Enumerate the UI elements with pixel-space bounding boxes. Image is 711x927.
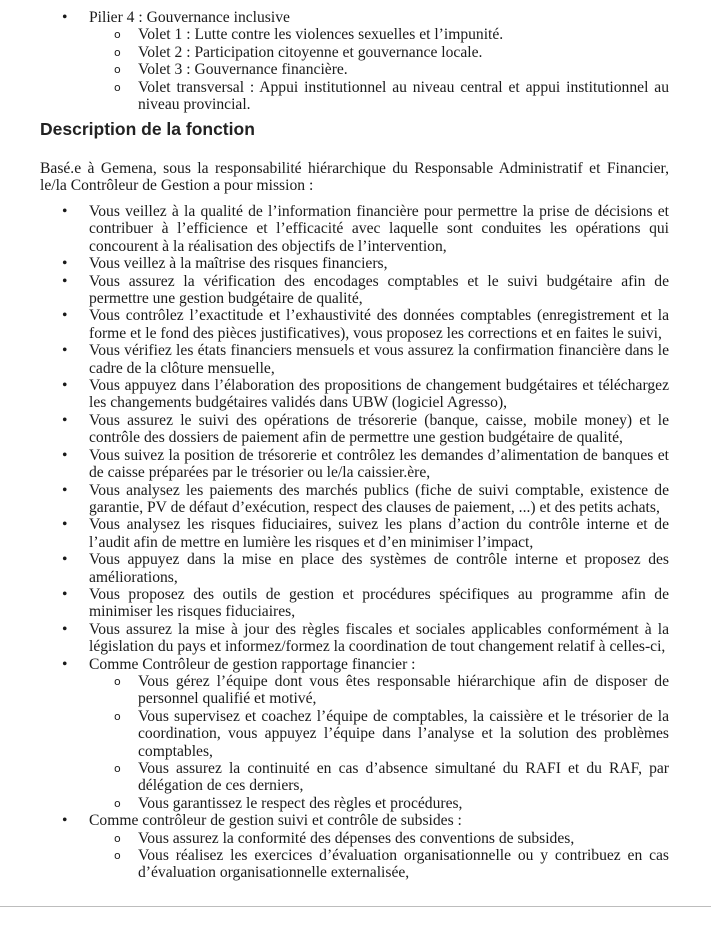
bullet-icon: •	[62, 446, 68, 464]
sub-list-item	[0, 760, 711, 795]
circle-bullet-icon: o	[114, 831, 121, 845]
volet-text: Volet 1 : Lutte contre les violences sexuelles et l’impunité.	[138, 26, 504, 44]
duty-text: Vous appuyez dans la mise en place des systèmes de contrôle interne et proposez des améliorations,	[89, 551, 669, 586]
sub-list-item	[0, 830, 711, 847]
sub-list-item	[0, 795, 711, 812]
subsidies-text: Vous assurez la conformité des dépenses des conventions de subsides,	[138, 829, 575, 847]
list-item-subsidies	[0, 812, 711, 829]
duty-text: Vous vérifiez les états financiers mensuels et vous assurez la confirmation financière dans le cadre de la clôture mensuelle,	[89, 342, 669, 377]
list-item	[0, 621, 711, 656]
list-item	[0, 516, 711, 551]
duty-text: Vous veillez à la qualité de l’information financière pour permettre la prise de décisions et contribuer à l’efficience et l’efficacité avec laquelle sont conduites les opérations qui concourent à la réalisation des objectifs de l’intervention,	[89, 203, 669, 255]
list-item	[0, 342, 711, 377]
bullet-icon: •	[62, 620, 68, 638]
list-item	[0, 586, 711, 621]
circle-bullet-icon: o	[114, 80, 121, 94]
sub-list-item	[0, 61, 711, 78]
intro-paragraph: Basé.e à Gemena, sous la responsabilité hiérarchique du Responsable Administratif et Financier, le/la Contrôleur de Gestion a pour mission :	[40, 160, 669, 195]
circle-bullet-icon: o	[114, 674, 121, 688]
duty-text: Vous suivez la position de trésorerie et contrôlez les demandes d’alimentation de banques et de caisse préparées par le trésorier ou le/la caissier.ère,	[89, 446, 669, 482]
pillar-title: Pilier 4 : Gouvernance inclusive	[89, 9, 290, 26]
circle-bullet-icon: o	[114, 796, 121, 810]
duty-text: Vous appuyez dans l’élaboration des propositions de changement budgétaires et téléchargez les changements budgétaires validés dans UBW (logiciel Agresso),	[89, 377, 669, 412]
reporting-text: Vous supervisez et coachez l’équipe de comptables, la caissière et le trésorier de la coordination, vous appuyez l’équipe dans l’analyse et la solution des problèmes comptables,	[138, 707, 669, 760]
duty-text: Vous analysez les risques fiduciaires, suivez les plans d’action du contrôle interne et de l’audit afin de mettre en lumière les risques et d’en minimiser l’impact,	[89, 516, 669, 551]
reporting-text: Vous gérez l’équipe dont vous êtes responsable hiérarchique afin de disposer de personnel qualifié et motivé,	[138, 672, 669, 708]
sub-list-item	[0, 847, 711, 882]
reporting-label: Comme Contrôleur de gestion rapportage financier :	[89, 655, 416, 673]
bullet-icon: •	[62, 272, 68, 290]
duty-text: Vous assurez la vérification des encodages comptables et le suivi budgétaire afin de permettre une gestion budgétaire de qualité,	[89, 272, 669, 308]
reporting-text: Vous garantissez le respect des règles et procédures,	[138, 794, 463, 812]
duty-text: Vous proposez des outils de gestion et procédures spécifiques au programme afin de minimiser les risques fiduciaires,	[89, 585, 669, 621]
bullet-icon: •	[62, 411, 68, 429]
duty-text: Vous assurez la mise à jour des règles fiscales et sociales applicables conformément à la législation du pays et informez/formez la coordination de tout changement relatif à celles-ci,	[89, 620, 669, 656]
circle-bullet-icon: o	[114, 63, 121, 77]
list-item	[0, 273, 711, 308]
page-bottom-divider	[0, 906, 711, 907]
bullet-icon: •	[62, 342, 68, 360]
list-item	[0, 203, 711, 255]
list-item	[0, 307, 711, 342]
list-item	[0, 255, 711, 272]
duty-text: Vous analysez les paiements des marchés publics (fiche de suivi comptable, existence de garantie, PV de défaut d’exécution, respect des clauses de paiement, ...) et des petits achats,	[89, 481, 669, 516]
section-heading: Description de la fonction	[40, 119, 255, 139]
duty-text: Vous contrôlez l’exactitude et l’exhaustivité des données comptables (enregistrement et la forme et le fond des pièces justificatives), vous proposez les corrections et en faites le suivi,	[89, 307, 669, 342]
bullet-icon: •	[62, 255, 68, 273]
duties-list	[0, 203, 711, 882]
list-item	[0, 482, 711, 517]
bullet-icon: •	[62, 551, 68, 569]
bullet-icon: •	[62, 9, 68, 26]
sub-list-item	[0, 79, 711, 114]
circle-bullet-icon: o	[114, 762, 121, 775]
sub-list-item	[0, 44, 711, 61]
circle-bullet-icon: o	[114, 45, 121, 59]
bullet-icon: •	[62, 585, 68, 603]
volet-text: Volet 2 : Participation citoyenne et gouvernance locale.	[138, 43, 483, 61]
circle-bullet-icon: o	[114, 28, 121, 42]
sub-list-item	[0, 26, 711, 43]
volet-text: Volet 3 : Gouvernance financière.	[138, 61, 348, 79]
bullet-icon: •	[62, 516, 68, 534]
list-item-reporting	[0, 656, 711, 673]
list-item	[0, 9, 711, 26]
sub-list-item	[0, 673, 711, 708]
pillar-list	[0, 9, 711, 113]
list-item	[0, 447, 711, 482]
circle-bullet-icon: o	[114, 709, 121, 723]
circle-bullet-icon: o	[114, 849, 121, 863]
bullet-icon: •	[62, 481, 68, 499]
bullet-icon: •	[62, 307, 68, 325]
duty-text: Vous veillez à la maîtrise des risques financiers,	[89, 255, 388, 273]
list-item	[0, 412, 711, 447]
bullet-icon: •	[62, 655, 68, 673]
reporting-text: Vous assurez la continuité en cas d’absence simultané du RAFI et du RAF, par délégation de ces derniers,	[138, 760, 669, 795]
subsidies-text: Vous réalisez les exercices d’évaluation organisationnelle ou y contribuez en cas d’évaluation organisationnelle externalisée,	[138, 847, 669, 882]
sub-list-item	[0, 708, 711, 760]
volet-text: Volet transversal : Appui institutionnel au niveau central et appui institutionnel au niveau provincial.	[138, 78, 669, 114]
bullet-icon: •	[62, 203, 68, 220]
bullet-icon: •	[62, 377, 68, 395]
duty-text: Vous assurez le suivi des opérations de trésorerie (banque, caisse, mobile money) et le contrôle des dossiers de paiement afin de permettre une gestion budgétaire de qualité,	[89, 411, 669, 447]
list-item	[0, 377, 711, 412]
list-item	[0, 551, 711, 586]
bullet-icon: •	[62, 812, 68, 830]
subsidies-label: Comme contrôleur de gestion suivi et contrôle de subsides :	[89, 812, 462, 830]
